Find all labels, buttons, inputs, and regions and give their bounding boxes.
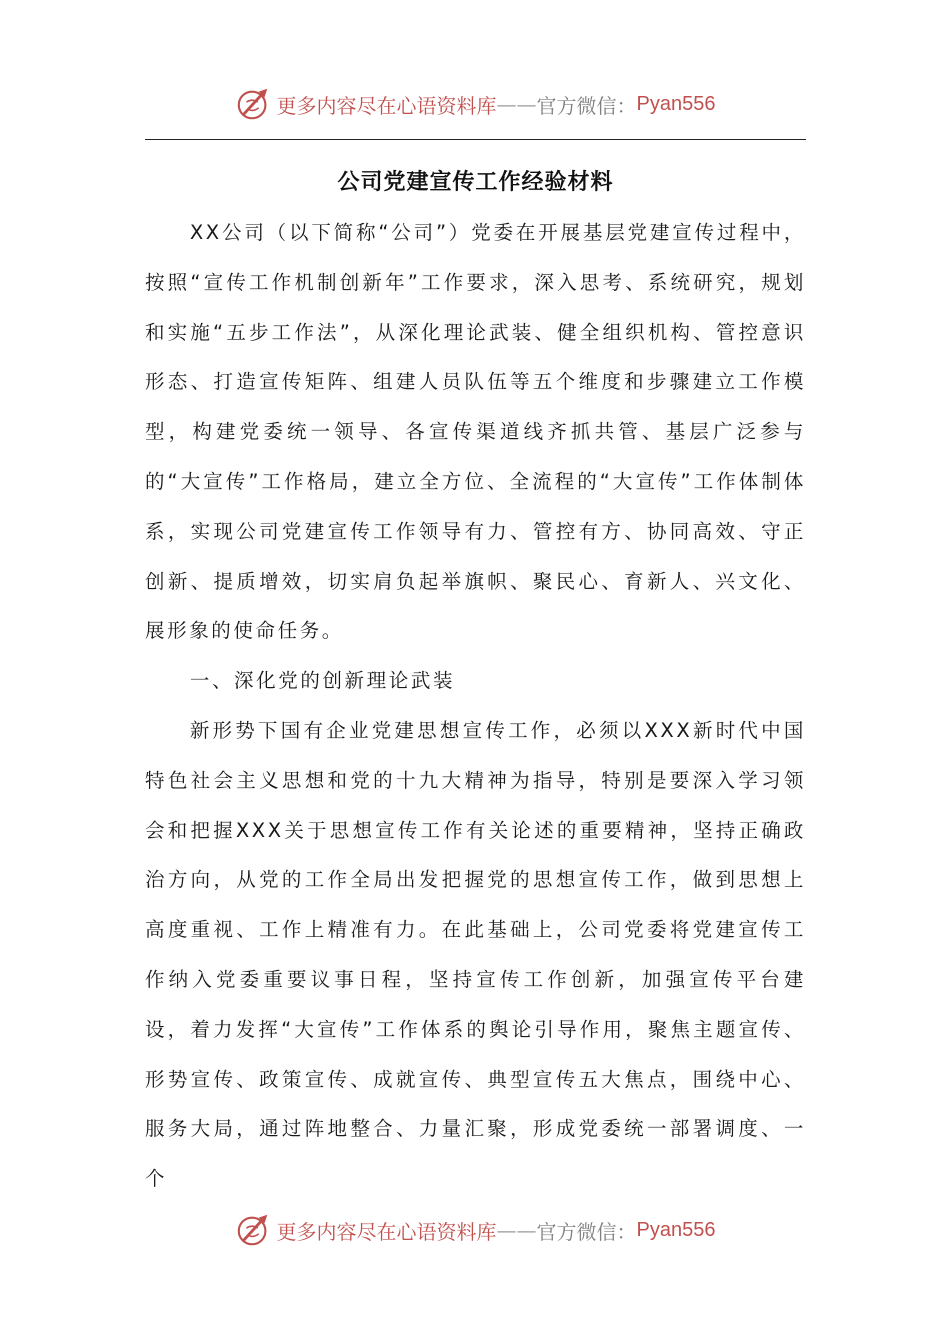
banner-site-text: 更多内容尽在心语资料库 [276, 93, 497, 118]
banner-separator: —— [496, 92, 537, 116]
paragraph-section-1: 新形势下国有企业党建思想宣传工作，必须以XXX新时代中国特色社会主义思想和党的十九大精神为指导，特别是要深入学习领会和把握XXX关于思想宣传工作有关论述的重要精神，坚持正确政治方向，从党的工作全局出发把握党的思想宣传工作，做到思想上高度重视、工作上精准有力。在此基础上，公司党委将党建宣传工作纳入党委重要议事日程，坚持宣传工作创新，加强宣传平台建设，着力发挥“大宣传”工作体系的舆论引导作用，聚焦主题宣传、形势宣传、政策宣传、成就宣传、典型宣传五大焦点，围绕中心、服务大局，通过阵地整合、力量汇聚，形成党委统一部署调度、一个 [145, 718, 806, 1191]
footer-banner [0, 1210, 950, 1250]
header-divider [145, 139, 806, 140]
banner-site-text: 更多内容尽在心语资料库 [276, 1219, 497, 1244]
banner-wechat-id: Pyan556 [636, 1218, 716, 1241]
pen-logo-icon [235, 85, 273, 123]
banner-wechat-id: Pyan556 [636, 92, 716, 115]
paragraph-intro: XX公司（以下简称“公司”）党委在开展基层党建宣传过程中，按照“宣传工作机制创新年”工作要求，深入思考、系统研究，规划和实施“五步工作法”，从深化理论武装、健全组织机构、管控意识形态、打造宣传矩阵、组建人员队伍等五个维度和步骤建立工作模型，构建党委统一领导、各宣传渠道线齐抓共管、基层广泛参与的“大宣传”工作格局，建立全方位、全流程的“大宣传”工作体制体系，实现公司党建宣传工作领导有力、管控有方、协同高效、守正创新、提质增效，切实肩负起举旗帜、聚民心、育新人、兴文化、展形象的使命任务。 [145, 221, 806, 643]
banner-separator: —— [496, 1218, 537, 1242]
pen-logo-icon [235, 1211, 273, 1249]
document-title: 公司党建宣传工作经验材料 [337, 169, 614, 195]
document-body [145, 208, 806, 1204]
section-heading-1: 一、深化党的创新理论武装 [189, 669, 456, 693]
banner-official-label: 官方微信： [536, 1219, 637, 1244]
banner-official-label: 官方微信： [536, 93, 637, 118]
header-banner [0, 84, 950, 124]
